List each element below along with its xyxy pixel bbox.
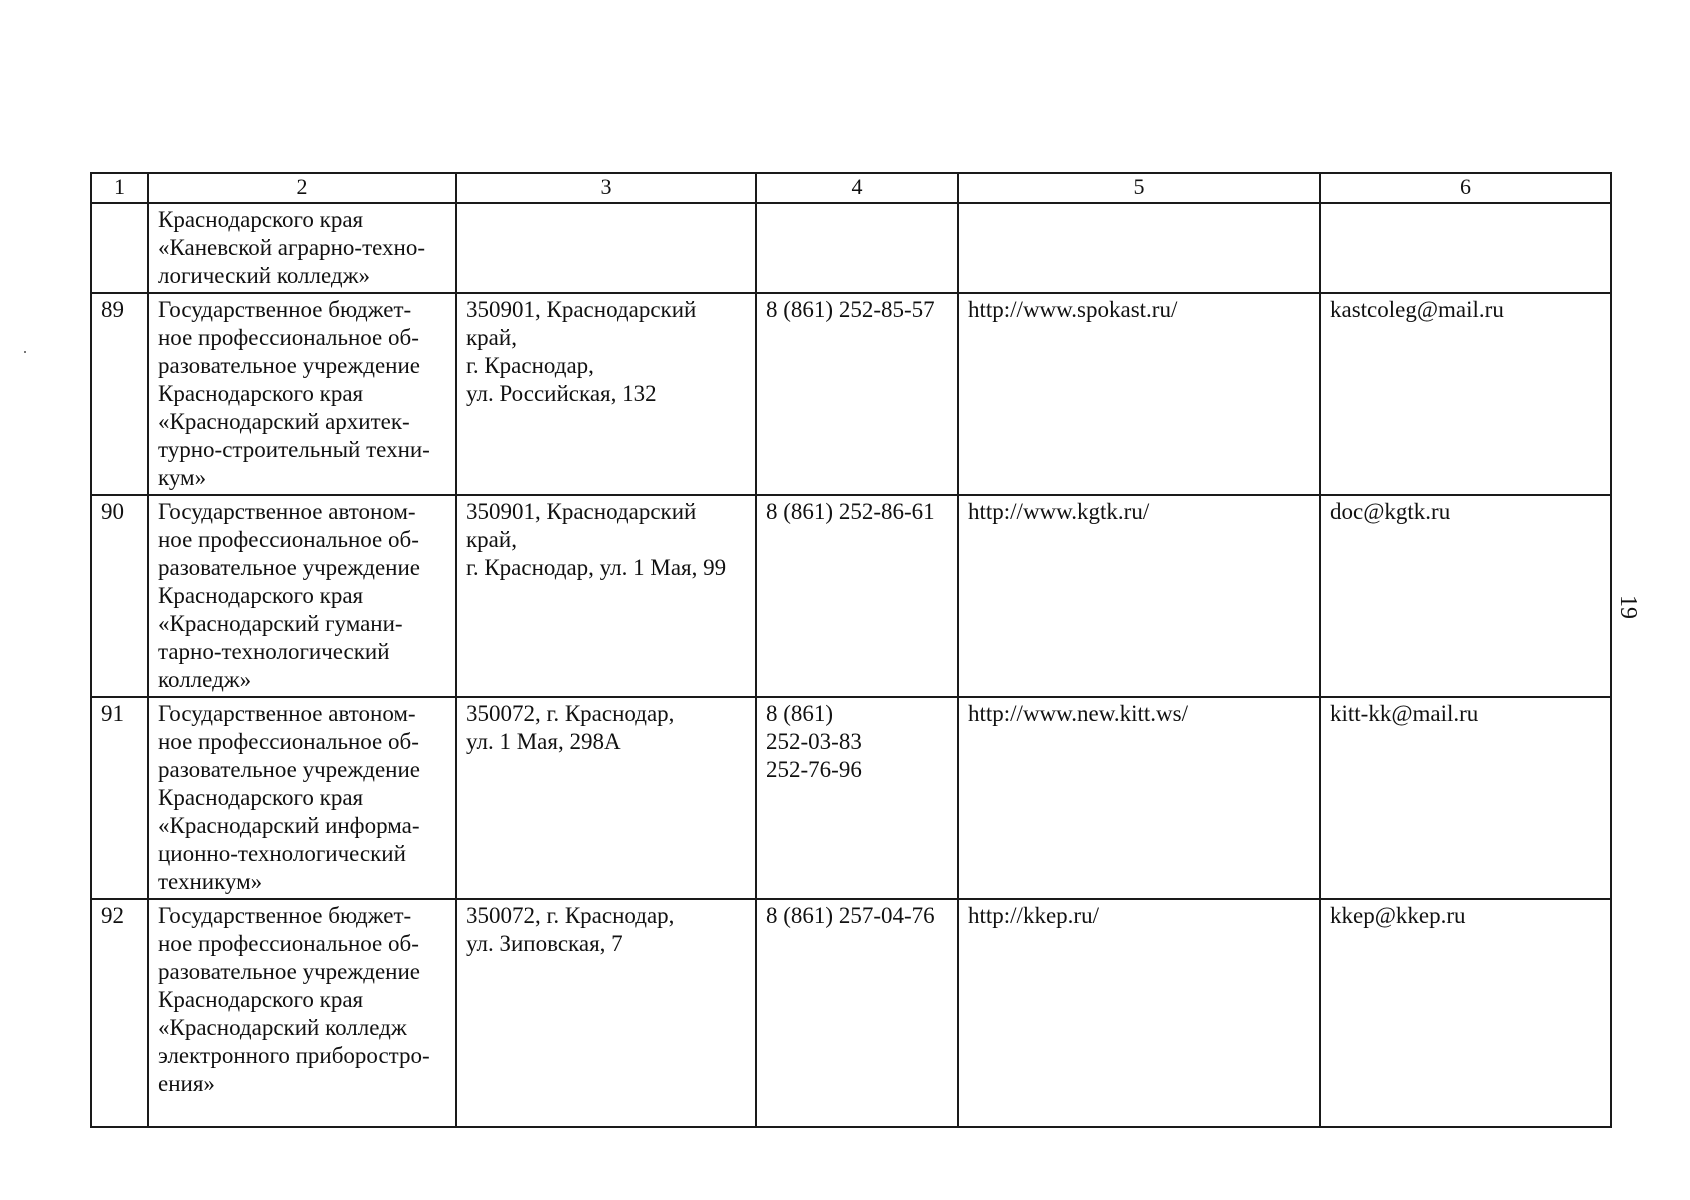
address-line: 350072, г. Краснодар,: [466, 701, 675, 726]
phone-line: 252-76-96: [766, 757, 862, 782]
website-cell: http://www.kgtk.ru/: [958, 495, 1320, 697]
address-line: ул. Российская, 132: [466, 381, 657, 406]
website-cell: [958, 203, 1320, 293]
column-number-1: 1: [91, 173, 148, 203]
column-number-row: [91, 173, 1611, 203]
phone-line: 8 (861) 257-04-76: [766, 903, 935, 928]
name-line: Краснодарского края: [158, 381, 364, 406]
name-line: техникум»: [158, 869, 263, 894]
address-line: ул. Зиповская, 7: [466, 931, 623, 956]
name-line: Государственное бюджет-: [158, 903, 412, 928]
name-line: Краснодарского края: [158, 785, 364, 810]
table-row: [91, 293, 1611, 495]
address-cell: [456, 495, 756, 697]
table-row: [91, 495, 1611, 697]
email-cell: doc@kgtk.ru: [1320, 495, 1611, 697]
email-cell: kitt-kk@mail.ru: [1320, 697, 1611, 899]
phone-line: 8 (861): [766, 701, 834, 726]
address-line: г. Краснодар, ул. 1 Мая, 99: [466, 555, 727, 580]
name-line: разовательное учреждение: [158, 757, 421, 782]
name-line: ное профессиональное об-: [158, 527, 419, 552]
column-number-2: 2: [148, 173, 456, 203]
address-line: 350901, Краснодарский: [466, 297, 697, 322]
name-line: ное профессиональное об-: [158, 931, 419, 956]
email-cell: kastcoleg@mail.ru: [1320, 293, 1611, 495]
name-line: «Краснодарский гумани-: [158, 611, 403, 636]
page-number: 19: [1615, 595, 1641, 619]
row-number-cell: [91, 203, 148, 293]
address-cell: [456, 293, 756, 495]
address-line: край,: [466, 527, 517, 552]
phone-line: 8 (861) 252-85-57: [766, 297, 935, 322]
scan-speck: [24, 351, 26, 353]
address-cell: [456, 899, 756, 1127]
address-line: 350072, г. Краснодар,: [466, 903, 675, 928]
column-number-5: 5: [958, 173, 1320, 203]
phone-line: 252-03-83: [766, 729, 862, 754]
name-line: Государственное автоном-: [158, 701, 416, 726]
table-row: [91, 697, 1611, 899]
phone-cell: [756, 899, 958, 1127]
name-line: ное профессиональное об-: [158, 729, 419, 754]
institution-name-cell: [148, 697, 456, 899]
name-line: «Краснодарский архитек-: [158, 409, 410, 434]
phone-cell: [756, 697, 958, 899]
row-number-cell: 91: [91, 697, 148, 899]
institution-name-cell: [148, 495, 456, 697]
name-line: «Краснодарский информа-: [158, 813, 420, 838]
name-line: Краснодарского края: [158, 207, 364, 232]
phone-cell: [756, 495, 958, 697]
address-line: край,: [466, 325, 517, 350]
address-line: 350901, Краснодарский: [466, 499, 697, 524]
row-number-cell: 89: [91, 293, 148, 495]
address-cell: [456, 697, 756, 899]
website-cell: http://www.new.kitt.ws/: [958, 697, 1320, 899]
name-line: тарно-технологический: [158, 639, 390, 664]
institution-name-cell: [148, 203, 456, 293]
name-line: разовательное учреждение: [158, 959, 421, 984]
column-number-6: 6: [1320, 173, 1611, 203]
table-row-continuation: [91, 203, 1611, 293]
website-cell: http://kkep.ru/: [958, 899, 1320, 1127]
row-number-cell: 92: [91, 899, 148, 1127]
table-row: [91, 899, 1611, 1127]
name-line: логический колледж»: [158, 263, 370, 288]
column-number-3: 3: [456, 173, 756, 203]
phone-cell: [756, 293, 958, 495]
name-line: ционно-технологический: [158, 841, 406, 866]
email-cell: kkep@kkep.ru: [1320, 899, 1611, 1127]
address-line: г. Краснодар,: [466, 353, 594, 378]
row-number-cell: 90: [91, 495, 148, 697]
name-line: «Краснодарский колледж: [158, 1015, 407, 1040]
institutions-table: [90, 172, 1612, 1128]
name-line: разовательное учреждение: [158, 555, 421, 580]
name-line: турно-строительный техни-: [158, 437, 430, 462]
phone-line: 8 (861) 252-86-61: [766, 499, 935, 524]
name-line: кум»: [158, 465, 207, 490]
name-line: ения»: [158, 1071, 215, 1096]
phone-cell: [756, 203, 958, 293]
email-cell: [1320, 203, 1611, 293]
name-line: ное профессиональное об-: [158, 325, 419, 350]
address-line: ул. 1 Мая, 298А: [466, 729, 621, 754]
name-line: Государственное бюджет-: [158, 297, 412, 322]
name-line: Краснодарского края: [158, 583, 364, 608]
institution-name-cell: [148, 293, 456, 495]
name-line: колледж»: [158, 667, 252, 692]
website-cell: http://www.spokast.ru/: [958, 293, 1320, 495]
name-line: «Каневской аграрно-техно-: [158, 235, 426, 260]
address-cell: [456, 203, 756, 293]
name-line: электронного приборостро-: [158, 1043, 430, 1068]
name-line: Государственное автоном-: [158, 499, 416, 524]
column-number-4: 4: [756, 173, 958, 203]
name-line: Краснодарского края: [158, 987, 364, 1012]
name-line: разовательное учреждение: [158, 353, 421, 378]
institution-name-cell: [148, 899, 456, 1127]
